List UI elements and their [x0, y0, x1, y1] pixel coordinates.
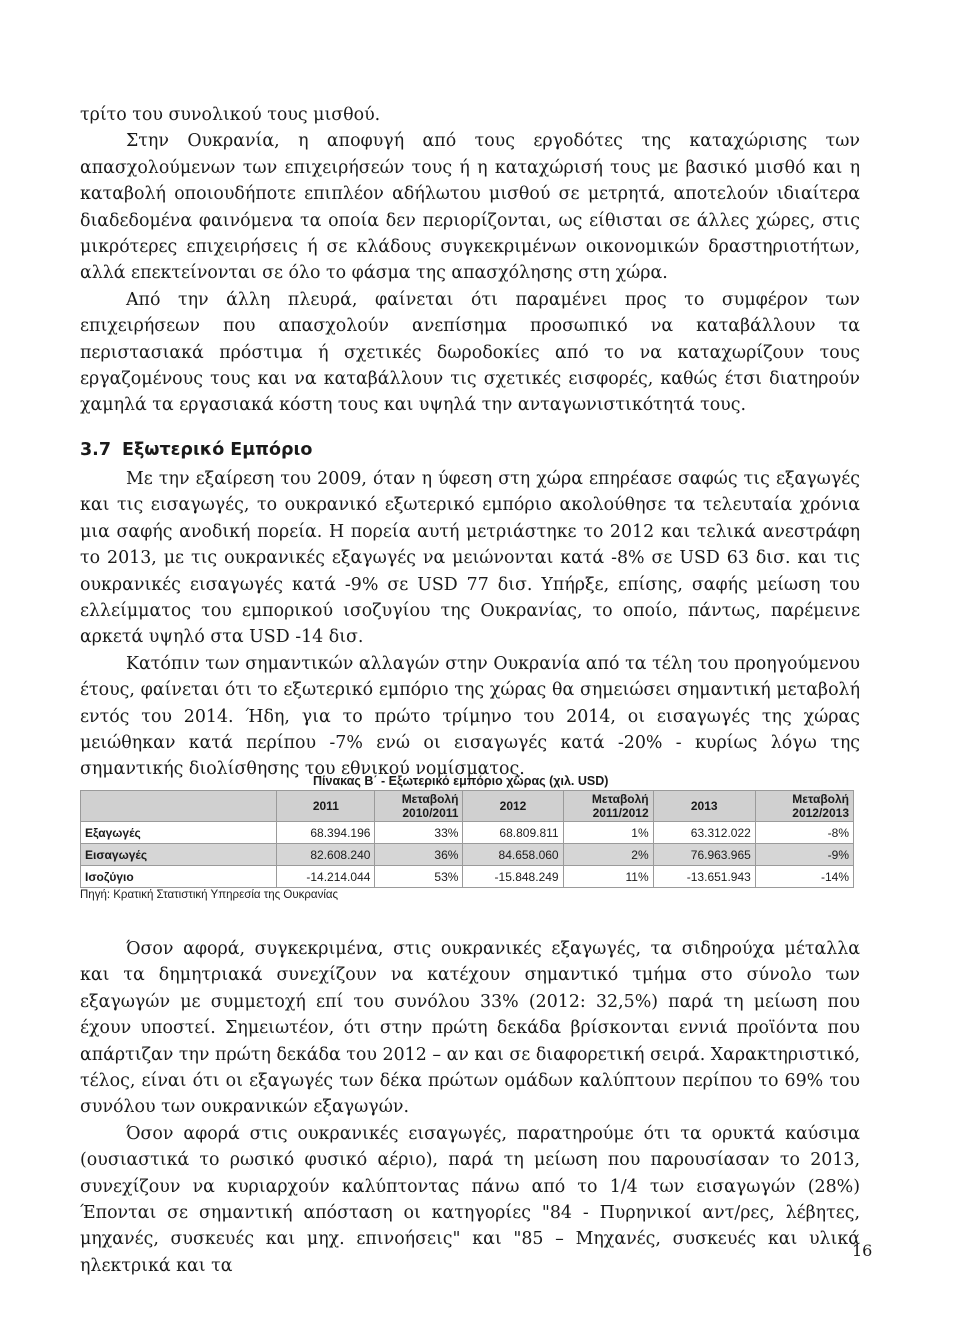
- table-cell: -14%: [755, 866, 853, 888]
- table-header-cell: [81, 791, 277, 822]
- table-source: Πηγή: Κρατική Στατιστική Υπηρεσία της Ουκρανίας: [80, 889, 339, 901]
- table-cell: 82.608.240: [277, 844, 375, 866]
- table-cell: -9%: [755, 844, 853, 866]
- trade-table-section: [80, 774, 860, 901]
- table-caption: Πίνακας Β΄ - Εξωτερικό εμπόριο χώρας (χιλ. USD): [313, 774, 609, 788]
- top-text-block: [80, 102, 860, 419]
- table-cell: 36%: [375, 844, 463, 866]
- table-cell: 68.809.811: [463, 822, 563, 844]
- table-cell: Εξαγωγές: [81, 822, 277, 844]
- table-cell: 76.963.965: [653, 844, 755, 866]
- paragraph-fines-bribes: Από την άλλη πλευρά, φαίνεται ότι παραμένει προς το συμφέρον των επιχειρήσεων που απασχολούν ανεπίσημα προσωπικό να καταβάλλουν τα περιστασιακά πρόστιμα ή σχετικές δωροδοκίες από το να καταχωρίζουν τους εργαζομένους τους και να καταβάλλουν τις σχετικές εισφορές, καθώς έτσι διατηρούν χαμηλά τα εργασιακά κόστη τους και υψηλά την ανταγωνιστικότητά τους.: [80, 289, 860, 416]
- table-header-cell: Μεταβολή 2011/2012: [563, 791, 653, 822]
- section-number: 3.7: [80, 440, 112, 460]
- trade-table: [80, 790, 854, 888]
- bottom-text-block: [80, 936, 860, 1279]
- table-cell: 68.394.196: [277, 822, 375, 844]
- table-row: [81, 866, 854, 888]
- paragraph-imports: Όσον αφορά στις ουκρανικές εισαγωγές, παρατηρούμε ότι τα ορυκτά καύσιμα (ουσιαστικά το ρωσικό φυσικό αέριο), παρά τη μείωση που παρουσίασαν το 2013, συνεχίζουν να κυριαρχούν καλύπτοντας πάνω από το 1/4 των εισαγωγών (28%) Έπονται σε σημαντική απόσταση οι κατηγορίες "84 - Πυρηνικοί αντ/ρες, λέβητες, μηχανές, συσκευές και μηχ. επινοήσεις" και "85 – Μηχανές, συσκευές και υλικά ηλεκτρικά και τα: [80, 1123, 860, 1276]
- table-cell: 84.658.060: [463, 844, 563, 866]
- table-cell: 63.312.022: [653, 822, 755, 844]
- table-cell: Εισαγωγές: [81, 844, 277, 866]
- paragraph-informal-employment: Στην Ουκρανία, η αποφυγή από τους εργοδότες της καταχώρισης των απασχολούμενων των επιχειρήσεών τους ή η καταχώρισή τους με βασικό μισθό και η καταβολή οποιουδήποτε επιπλέον αδήλωτου μισθού σε μετρητά, αποτελούν ιδιαίτερα διαδεδομένα φαινόμενα τα οποία δεν περιορίζονται, ως είθισται σε άλλες χώρες, στις μικρότερες επιχειρήσεις ή σε κλάδους συγκεκριμένων οικονομικών δραστηριοτήτων, αλλά επεκτείνονται σε όλο το φάσμα της απασχόλησης στη χώρα.: [80, 131, 860, 284]
- table-header-cell: 2012: [463, 791, 563, 822]
- middle-text-block: [80, 466, 860, 783]
- table-cell: 2%: [563, 844, 653, 866]
- section-title: Εξωτερικό Εμπόριο: [122, 440, 313, 460]
- table-cell: -14.214.044: [277, 866, 375, 888]
- table-cell: -13.651.943: [653, 866, 755, 888]
- page-number: 16: [852, 1241, 873, 1260]
- table-cell: 11%: [563, 866, 653, 888]
- table-header-cell: 2011: [277, 791, 375, 822]
- table-row: [81, 822, 854, 844]
- table-header-cell: Μεταβολή 2012/2013: [755, 791, 853, 822]
- table-header-row: [81, 791, 854, 822]
- table-header-cell: 2013: [653, 791, 755, 822]
- table-cell: Ισοζύγιο: [81, 866, 277, 888]
- table-cell: 1%: [563, 822, 653, 844]
- paragraph-continuation: τρίτο του συνολικού τους μισθού.: [80, 105, 381, 125]
- table-row: [81, 844, 854, 866]
- paragraph-exports: Όσον αφορά, συγκεκριμένα, στις ουκρανικές εξαγωγές, τα σιδηρούχα μέταλλα και τα δημητριακά συνεχίζουν να κατέχουν σημαντικό τμήμα στο σύνολο των εξαγωγών με συμμετοχή επί του συνόλου 33% (2012: 32,5%) παρά τη μείωση που έχουν υποστεί. Σημειωτέον, ότι στην πρώτη δεκάδα βρίσκονται εννιά προϊόντα που απάρτιζαν την πρώτη δεκάδα του 2012 – αν και σε διαφορετική σειρά. Χαρακτηριστικό, τέλος, είναι ότι οι εξαγωγές των δέκα πρώτων ομάδων καλύπτουν περίπου το 69% του συνόλου των ουκρανικών εξαγωγών.: [80, 939, 860, 1118]
- table-cell: 53%: [375, 866, 463, 888]
- table-cell: 33%: [375, 822, 463, 844]
- table-header-cell: Μεταβολή 2010/2011: [375, 791, 463, 822]
- paragraph-trade-2014: Κατόπιν των σημαντικών αλλαγών στην Ουκρανία από τα τέλη του προηγούμενου έτους, φαίνεται ότι το εξωτερικό εμπόριο της χώρας θα σημειώσει σημαντική μεταβολή εντός του 2014. Ήδη, για το πρώτο τρίμηνο του 2014, οι εισαγωγές της χώρας μειώθηκαν κατά περίπου -7% ενώ οι εισαγωγές κατά -20% - κυρίως λόγω της σημαντικής διολίσθησης του εθνικού νομίσματος.: [80, 653, 860, 780]
- table-cell: -8%: [755, 822, 853, 844]
- paragraph-trade-trend: Με την εξαίρεση του 2009, όταν η ύφεση στη χώρα επηρέασε σαφώς τις εξαγωγές και τις εισαγωγές, το ουκρανικό εξωτερικό εμπόριο ακολούθησε τα τελευταία χρόνια μια σαφής ανοδική πορεία. Η πορεία αυτή μετριάστηκε το 2012 και τελικά ανεστράφη το 2013, με τις ουκρανικές εξαγωγές να μειώνονται κατά -8% σε USD 63 δισ. και τις ουκρανικές εισαγωγές κατά -9% σε USD 77 δισ. Υπήρξε, επίσης, σαφής μείωση του ελλείμματος του εμπορικού ισοζυγίου της Ουκρανίας, το οποίο, πάντως, παρέμεινε αρκετά υψηλό στα USD -14 δισ.: [80, 469, 860, 648]
- table-cell: -15.848.249: [463, 866, 563, 888]
- section-heading: [80, 440, 312, 460]
